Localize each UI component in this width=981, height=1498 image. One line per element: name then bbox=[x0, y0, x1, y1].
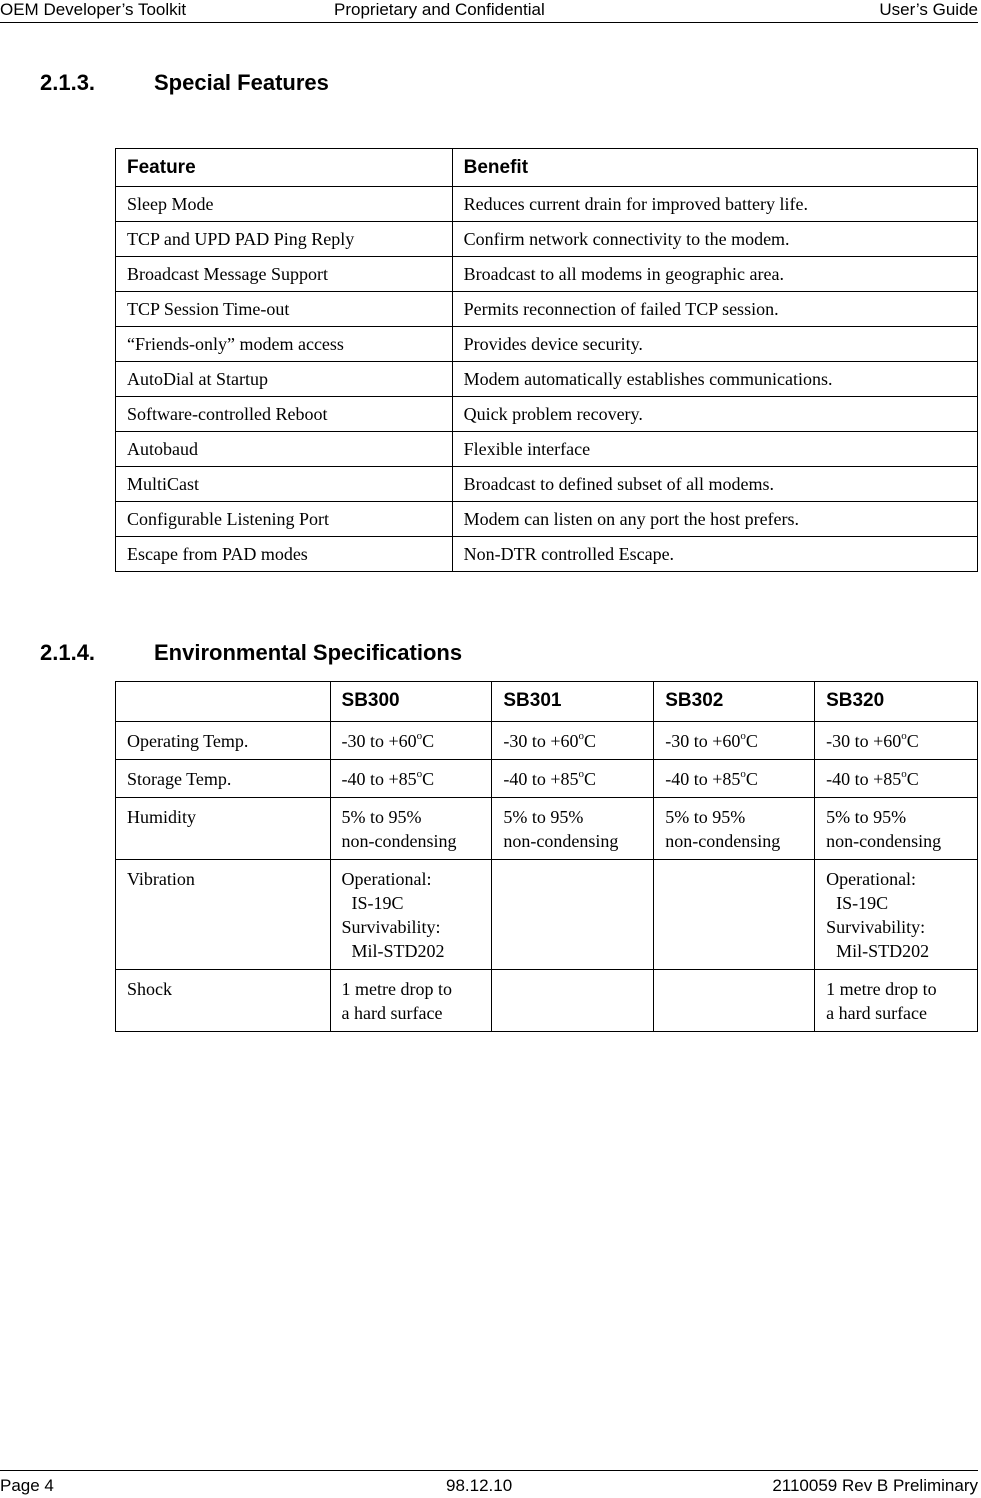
section-title: Environmental Specifications bbox=[154, 640, 463, 665]
spec-cell: -30 to $+60^oC$ bbox=[654, 722, 815, 760]
feature-cell: MultiCast bbox=[116, 467, 453, 502]
column-header-sb301: SB301 bbox=[492, 682, 654, 722]
table-row-humidity bbox=[116, 798, 978, 860]
spec-cell-empty bbox=[654, 970, 815, 1032]
table-row bbox=[116, 537, 978, 572]
feature-cell: Broadcast Message Support bbox=[116, 257, 453, 292]
spec-cell: -40 to $+85^oC$ bbox=[815, 760, 978, 798]
page-footer bbox=[0, 1470, 978, 1498]
feature-cell: TCP Session Time-out bbox=[116, 292, 453, 327]
feature-cell: Software-controlled Reboot bbox=[116, 397, 453, 432]
spec-cell-empty bbox=[492, 860, 654, 970]
table-row bbox=[116, 222, 978, 257]
spec-cell: -40 to $+85^oC$ bbox=[330, 760, 492, 798]
benefit-cell: Modem can listen on any port the host prefers. bbox=[452, 502, 977, 537]
footer-revision: 2110059 Rev B Preliminary bbox=[772, 1476, 978, 1495]
section-heading-environmental-specifications bbox=[40, 640, 462, 666]
table-row bbox=[116, 327, 978, 362]
table-header-row bbox=[116, 682, 978, 722]
spec-cell: 1 metre drop to a hard surface bbox=[815, 970, 978, 1032]
table-row bbox=[116, 187, 978, 222]
row-label: Humidity bbox=[116, 798, 331, 860]
spec-cell: 5% to 95% non-condensing bbox=[654, 798, 815, 860]
benefit-cell: Quick problem recovery. bbox=[452, 397, 977, 432]
row-label: Storage Temp. bbox=[116, 760, 331, 798]
header-confidentiality: Proprietary and Confidential bbox=[334, 0, 545, 19]
table-row-vibration bbox=[116, 860, 978, 970]
footer-date: 98.12.10 bbox=[446, 1476, 513, 1495]
column-header-sb302: SB302 bbox=[654, 682, 815, 722]
spec-cell-empty bbox=[654, 860, 815, 970]
table-row-storage-temp bbox=[116, 760, 978, 798]
table-row bbox=[116, 432, 978, 467]
column-header-feature: Feature bbox=[116, 149, 453, 187]
benefit-cell: Reduces current drain for improved battery life. bbox=[452, 187, 977, 222]
header-guide-name: User’s Guide bbox=[879, 0, 978, 19]
column-header-sb320: SB320 bbox=[815, 682, 978, 722]
benefit-cell: Permits reconnection of failed TCP session. bbox=[452, 292, 977, 327]
spec-cell: Operational: IS-19C Survivability: Mil-STD202 bbox=[330, 860, 492, 970]
spec-cell: -40 to $+85^oC$ bbox=[492, 760, 654, 798]
benefit-cell: Flexible interface bbox=[452, 432, 977, 467]
table-row bbox=[116, 362, 978, 397]
column-header-sb300: SB300 bbox=[330, 682, 492, 722]
section-number: 2.1.4. bbox=[40, 640, 96, 665]
table-row-operating-temp bbox=[116, 722, 978, 760]
feature-cell: Configurable Listening Port bbox=[116, 502, 453, 537]
table-row bbox=[116, 467, 978, 502]
row-label: Vibration bbox=[116, 860, 331, 970]
row-label: Operating Temp. bbox=[116, 722, 331, 760]
spec-cell: -30 to $+60^oC$ bbox=[492, 722, 654, 760]
benefit-cell: Confirm network connectivity to the modem. bbox=[452, 222, 977, 257]
feature-cell: “Friends-only” modem access bbox=[116, 327, 453, 362]
spec-cell: 5% to 95% non-condensing bbox=[815, 798, 978, 860]
footer-page-number: Page 4 bbox=[0, 1476, 54, 1495]
feature-cell: Autobaud bbox=[116, 432, 453, 467]
table-row bbox=[116, 257, 978, 292]
row-label: Shock bbox=[116, 970, 331, 1032]
spec-cell: Operational: IS-19C Survivability: Mil-STD202 bbox=[815, 860, 978, 970]
benefit-cell: Broadcast to all modems in geographic area. bbox=[452, 257, 977, 292]
header-doc-title: OEM Developer’s Toolkit bbox=[0, 0, 187, 19]
spec-cell: -30 to $+60^oC$ bbox=[815, 722, 978, 760]
benefit-cell: Non-DTR controlled Escape. bbox=[452, 537, 977, 572]
page-header bbox=[0, 0, 978, 23]
feature-cell: AutoDial at Startup bbox=[116, 362, 453, 397]
benefit-cell: Modem automatically establishes communications. bbox=[452, 362, 977, 397]
spec-cell: 5% to 95% non-condensing bbox=[492, 798, 654, 860]
special-features-table bbox=[115, 148, 978, 572]
spec-cell: -30 to $+60^oC$ bbox=[330, 722, 492, 760]
table-header-row bbox=[116, 149, 978, 187]
feature-cell: TCP and UPD PAD Ping Reply bbox=[116, 222, 453, 257]
column-header-blank bbox=[116, 682, 331, 722]
table-row-shock bbox=[116, 970, 978, 1032]
section-heading-special-features bbox=[40, 70, 329, 96]
table-row bbox=[116, 292, 978, 327]
column-header-benefit: Benefit bbox=[452, 149, 977, 187]
table-row bbox=[116, 502, 978, 537]
feature-cell: Sleep Mode bbox=[116, 187, 453, 222]
section-number: 2.1.3. bbox=[40, 70, 96, 95]
spec-cell-empty bbox=[492, 970, 654, 1032]
spec-cell: 5% to 95% non-condensing bbox=[330, 798, 492, 860]
table-row bbox=[116, 397, 978, 432]
spec-cell: 1 metre drop to a hard surface bbox=[330, 970, 492, 1032]
spec-cell: -40 to $+85^oC$ bbox=[654, 760, 815, 798]
benefit-cell: Provides device security. bbox=[452, 327, 977, 362]
feature-cell: Escape from PAD modes bbox=[116, 537, 453, 572]
section-title: Special Features bbox=[154, 70, 329, 95]
environmental-specifications-table bbox=[115, 681, 978, 1032]
benefit-cell: Broadcast to defined subset of all modems. bbox=[452, 467, 977, 502]
